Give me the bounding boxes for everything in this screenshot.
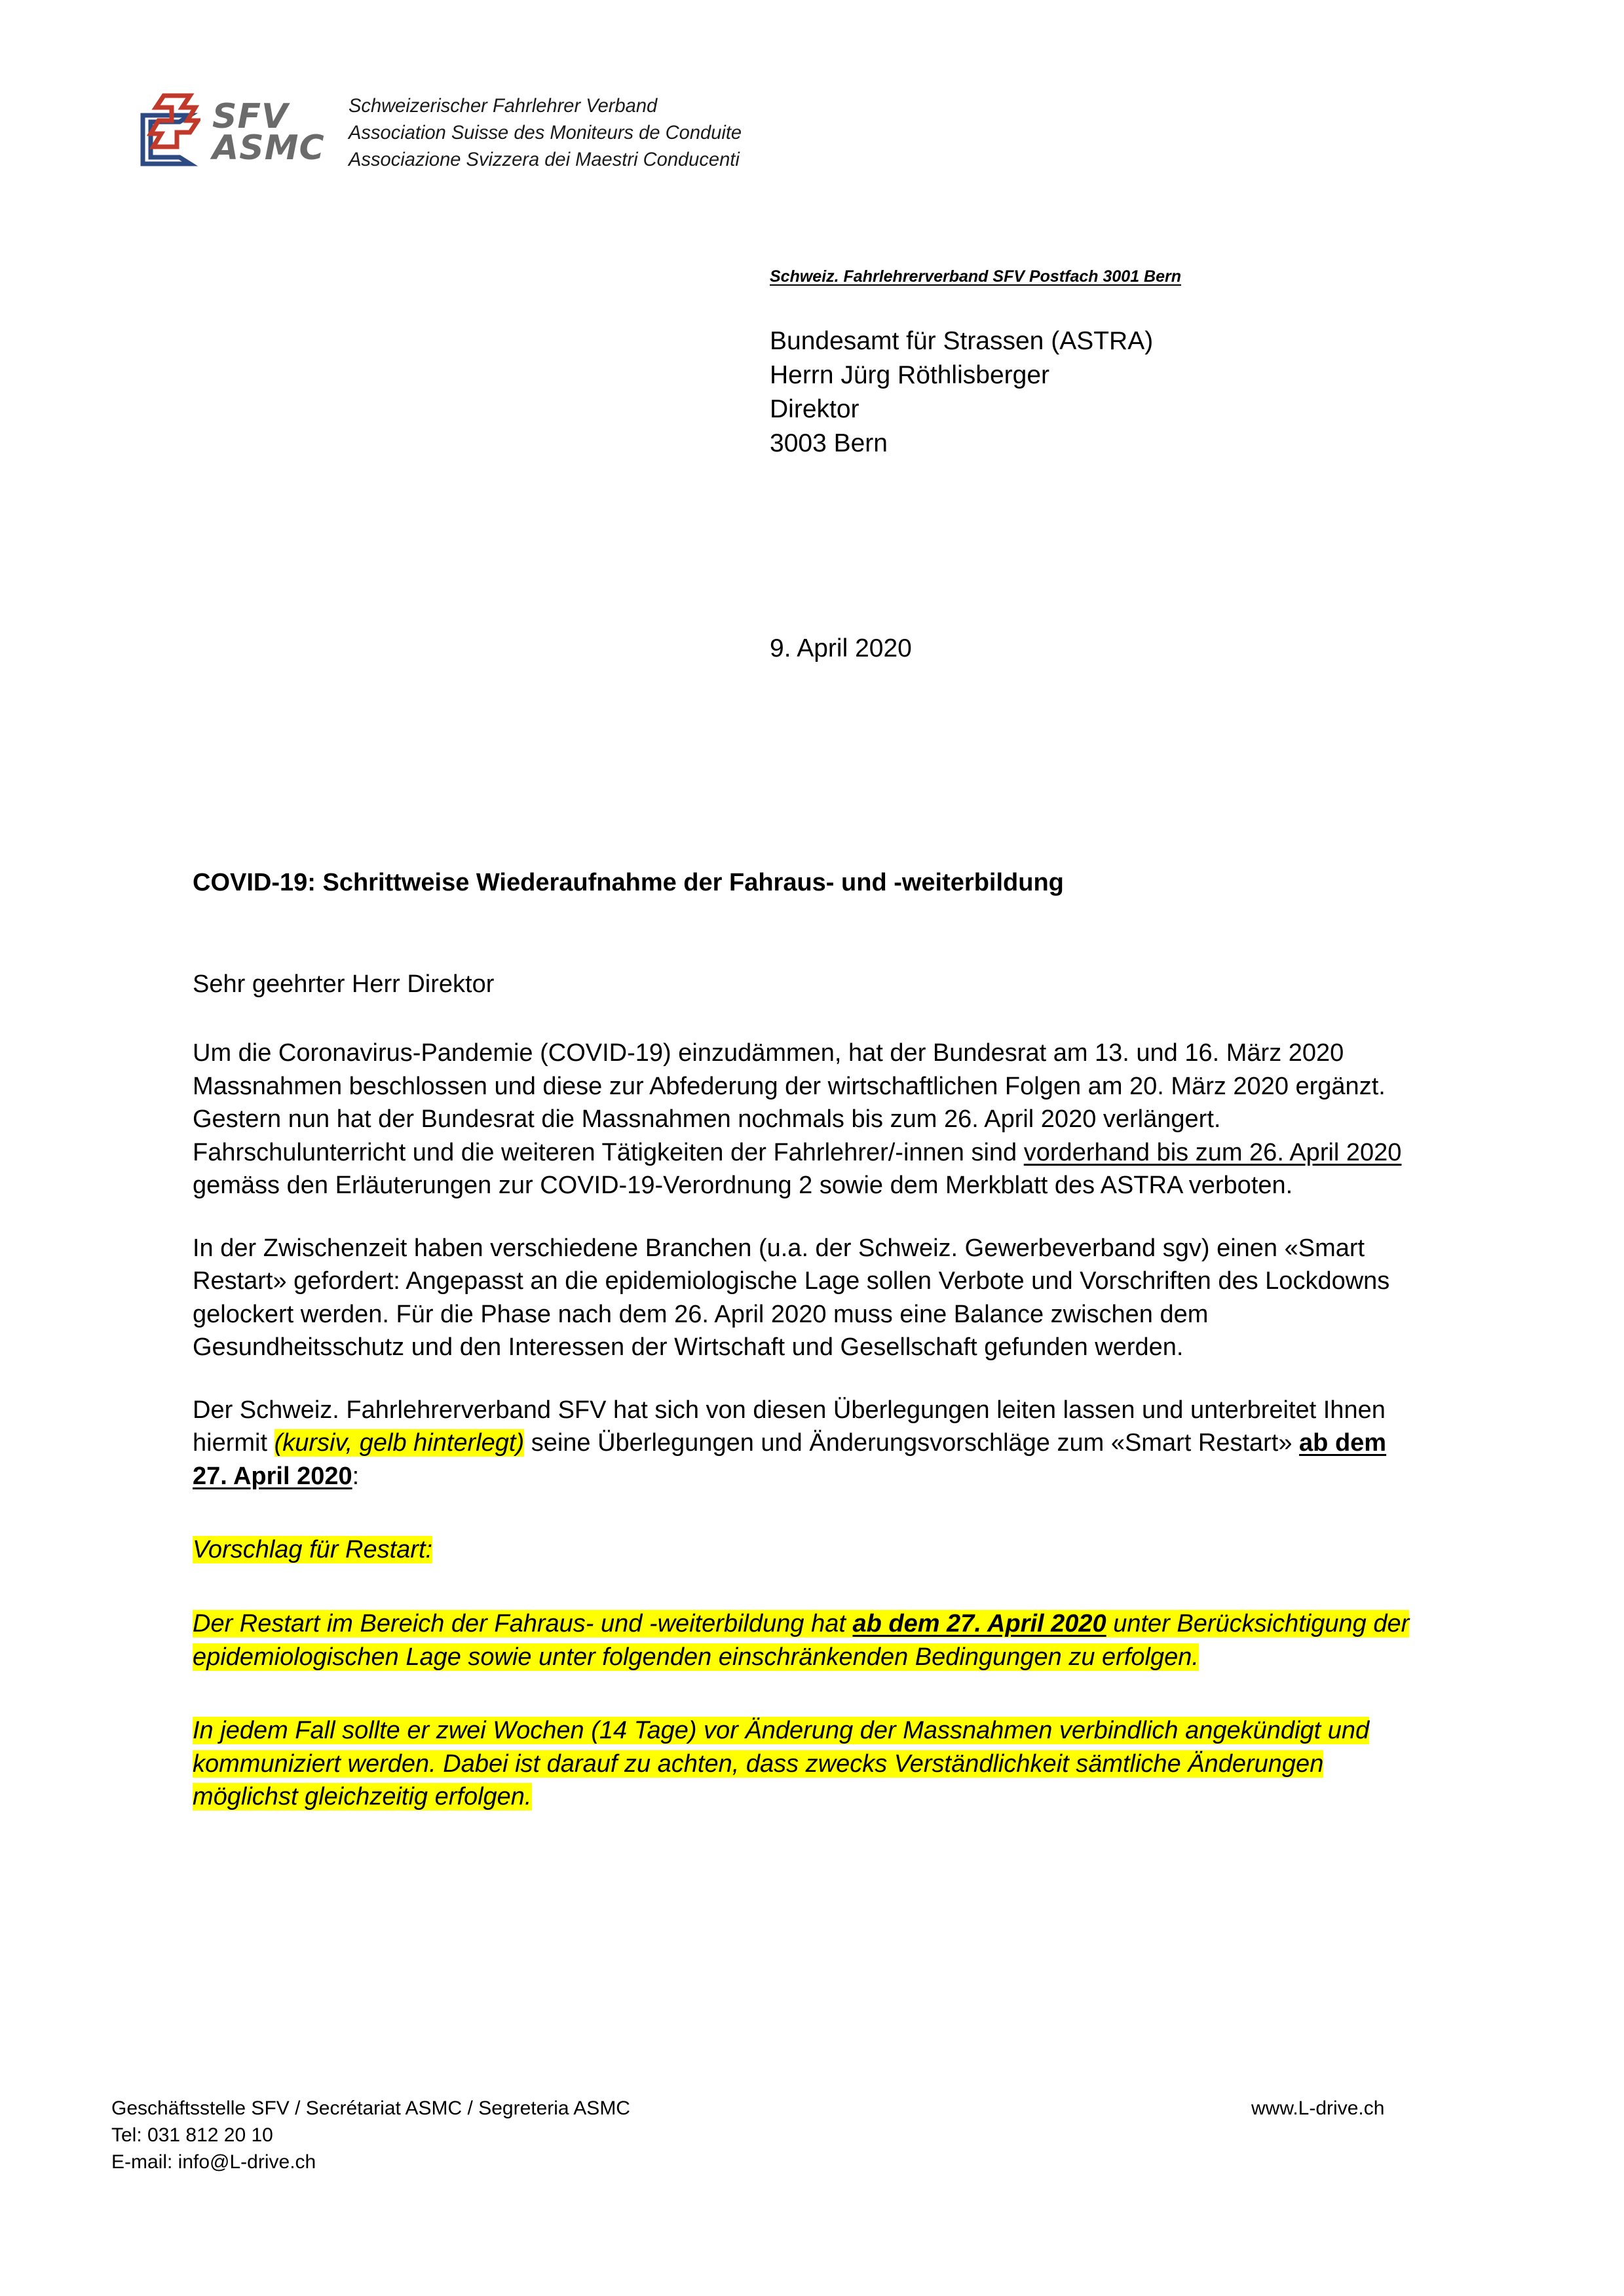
proposal-restart-bold-date: ab dem 27. April 2020 — [852, 1609, 1106, 1637]
association-name-de: Schweizerischer Fahrlehrer Verband — [348, 95, 657, 117]
paragraph-3-part-b: seine Überlegungen und Änderungsvorschläge zum «Smart Restart» — [524, 1429, 1300, 1457]
footer-website[interactable]: www.L-drive.ch — [1251, 2097, 1385, 2119]
paragraph-smart-restart-context: In der Zwischenzeit haben verschiedene Branchen (u.a. der Schweiz. Gewerbeverband sgv) einen «Smart Restart» gefordert: Angepasst an die epidemiologische Lage sollen Verbote und Vorschriften des Lockdowns gelockert werden. Für die Phase nach dem 26. April 2020 muss eine Balance zwischen dem Gesundheitsschutz und den Interessen der Wirtschaft und Gesellschaft gefunden werden. — [193, 1234, 1390, 1362]
paragraph-1-underlined-date: vorderhand bis zum 26. April 2020 — [1023, 1138, 1402, 1166]
sender-return-address: Schweiz. Fahrlehrerverband SFV Postfach 3001 Bern — [770, 267, 1182, 286]
footer-email[interactable]: E-mail: info@L-drive.ch — [111, 2151, 316, 2173]
association-name-it: Associazione Svizzera dei Maestri Conducenti — [348, 149, 740, 170]
logo-association-names — [349, 95, 754, 171]
proposal-heading — [193, 1533, 1427, 1567]
letter-salutation: Sehr geehrter Herr Direktor — [193, 970, 495, 998]
proposal-restart-part-b: unter Berücksichtigung der epidemiologischen Lage sowie unter folgenden einschränkenden Bedingungen zu erfolgen. — [193, 1609, 1410, 1671]
paragraph-3-part-c: : — [352, 1462, 360, 1490]
sfv-asmc-logo-icon — [117, 92, 200, 174]
footer-row-office — [111, 2095, 1513, 2122]
proposal-announcement-lead-time — [193, 1714, 1427, 1814]
proposal-announcement-text: In jedem Fall sollte er zwei Wochen (14 Tage) vor Änderung der Massnahmen verbindlich angekündigt und kommuniziert werden. Dabei ist darauf zu achten, dass zwecks Verständlichkeit sämtliche Änderungen möglichst gleichzeitig erfolgen. — [193, 1717, 1370, 1811]
proposal-restart-conditions — [193, 1607, 1427, 1674]
letterhead — [117, 92, 753, 174]
footer-phone: Tel: 031 812 20 10 — [111, 2124, 273, 2146]
letter-subject: COVID-19: Schrittweise Wiederaufnahme der Fahraus- und -weiterbildung — [193, 869, 1064, 896]
paragraph-3-highlight-note: (kursiv, gelb hinterlegt) — [274, 1429, 525, 1457]
paragraph-1-part-a: Um die Coronavirus-Pandemie (COVID-19) einzudämmen, hat der Bundesrat am 13. und 16. März 2020 Massnahmen beschlossen und diese zur Abfederung der wirtschaftlichen Folgen am 20. März 2020 ergänzt. Gestern nun hat der Bundesrat die Massnahmen nochmals bis zum 26. April 2020 verlängert. Fahrschulunterricht und die weiteren Tätigkeiten der Fahrlehrer/-innen sind — [193, 1039, 1386, 1166]
proposal-heading-text: Vorschlag für Restart: — [193, 1536, 433, 1564]
recipient-line-organisation: Bundesamt für Strassen (ASTRA) — [770, 327, 1154, 355]
recipient-line-person: Herrn Jürg Röthlisberger — [770, 360, 1050, 389]
paragraph-1-part-b: gemäss den Erläuterungen zur COVID-19-Verordnung 2 sowie dem Merkblatt des ASTRA verboten. — [193, 1172, 1293, 1200]
footer-office-name: Geschäftsstelle SFV / Secrétariat ASMC / Segreteria ASMC — [111, 2097, 630, 2119]
recipient-line-city: 3003 Bern — [770, 429, 888, 457]
recipient-line-role: Direktor — [770, 394, 859, 423]
letter-body — [193, 866, 1427, 1843]
paragraph-measures-background — [193, 1037, 1427, 1202]
logo-abbreviation — [212, 97, 325, 168]
letter-footer — [111, 2095, 1513, 2175]
paragraph-3-part-a: Der Schweiz. Fahrlehrerverband SFV hat sich von diesen Überlegungen leiten lassen und unterbreitet Ihnen hiermit — [193, 1396, 1386, 1457]
paragraph-sfv-proposal-intro — [193, 1394, 1427, 1493]
association-name-fr: Association Suisse des Moniteurs de Conduite — [348, 122, 742, 144]
letter-date: 9. April 2020 — [770, 634, 912, 662]
paragraph-3-bold-date: ab dem 27. April 2020 — [193, 1429, 1387, 1490]
logo-abbr-sfv: SFV — [212, 97, 289, 137]
logo-abbr-asmc: ASMC — [212, 128, 325, 168]
recipient-address-block — [770, 324, 1153, 460]
proposal-restart-part-a: Der Restart im Bereich der Fahraus- und -weiterbildung hat — [193, 1609, 853, 1637]
